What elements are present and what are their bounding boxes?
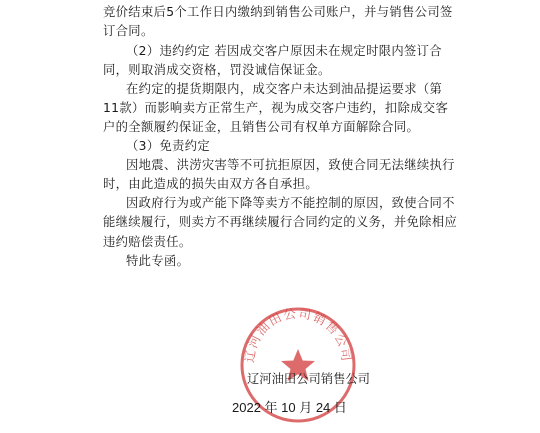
signature-company: 辽河油田公司销售公司 <box>247 372 370 386</box>
body-line-7: 户的全额履约保证金，且销售公司有权单方面解除合同。 <box>103 120 420 134</box>
body-line-9: 因地震、洪涝灾害等不可抗拒原因，致使合同无法继续执行 <box>126 158 455 172</box>
seal-text: 辽河油田公司销售公司 <box>241 305 355 364</box>
body-line-14: 特此专函。 <box>126 254 190 268</box>
body-line-2: 订合同。 <box>103 24 154 38</box>
signature-date: 2022 年 10 月 24 日 <box>232 400 347 415</box>
body-line-13: 违约赔偿责任。 <box>103 235 192 249</box>
body-line-1: 竞价结束后5个工作日内缴纳到销售公司账户，并与销售公司签 <box>103 5 453 19</box>
body-line-5: 在约定的提货期限内，成交客户未达到油品提运要求（第 <box>126 82 443 96</box>
body-line-3: （2）违约约定 若因成交客户原因未在规定时限内签订合 <box>126 44 442 58</box>
body-line-8: （3）免责约定 <box>126 139 211 153</box>
body-line-10: 时，由此造成的损失由双方各自承担。 <box>103 177 318 191</box>
body-line-4: 同，则取消成交资格，罚没诚信保证金。 <box>103 63 331 77</box>
body-line-11: 因政府行为或产能下降等卖方不能控制的原因，致使合同不 <box>126 196 455 210</box>
body-line-12: 能继续履行，则卖方不再继续履行合同约定的义务，并免除相应 <box>103 215 458 229</box>
body-line-6: 11款）而影响卖方正常生产，视为成交客户违约，扣除成交客 <box>103 101 449 115</box>
